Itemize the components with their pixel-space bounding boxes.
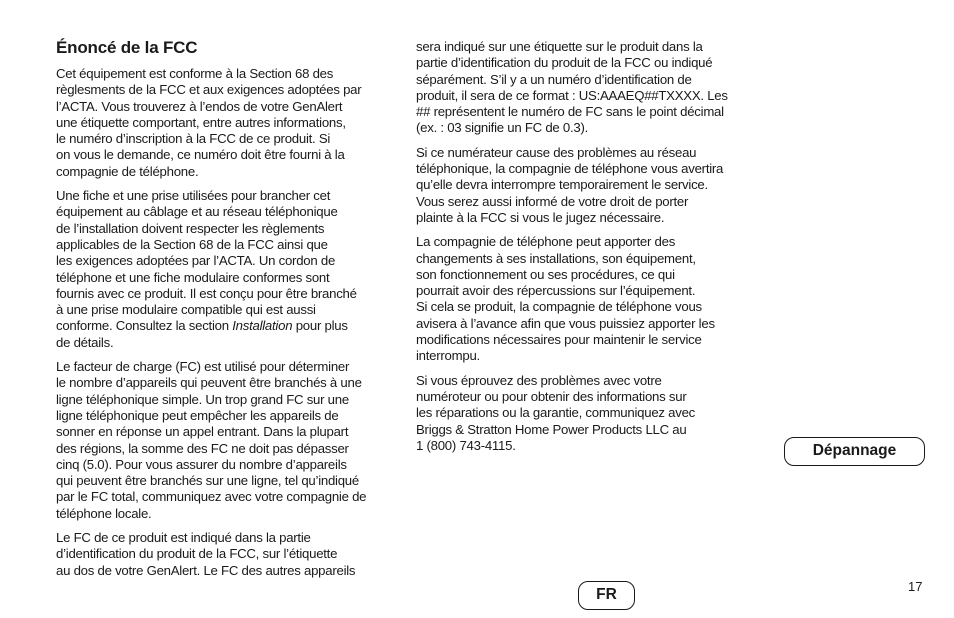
paragraph-plug-jack-text: Une fiche et une prise utilisées pour brancher cet équipement au câblage et au réseau téléphonique de l’installation doivent respecter les règlements applicables de la Section 68 de la FCC ainsi que les exigences adoptées par l’ACTA. Un cordon de téléphone et une fiche modulaire conformes sont fournis avec ce produit. Il est conçu pour être branché à une prise modulaire compatible qui est aussi conforme. Consultez la section	[56, 188, 357, 334]
paragraph-plug-jack-tail: pour plus de détails.	[56, 318, 348, 350]
troubleshooting-tab-button[interactable]: Dépannage	[784, 437, 925, 466]
paragraph-plug-jack	[56, 188, 401, 351]
paragraph-ren-label: Le FC de ce produit est indiqué dans la partie d’identification du produit de la FCC, sur l’étiquette au dos de votre GenAlert. Le FC des autres appareils	[56, 530, 356, 578]
paragraph-changes: La compagnie de téléphone peut apporter des changements à ses installations, son équipement, son fonctionnement ou ses procédures, ce qui pourrait avoir des répercussions sur l’équipement. Si cela se produit, la compagnie de téléphone vous avisera à l’avance afin que vous puissiez apporter les modifications nécessaires pour maintenir le service interrompu.	[416, 234, 715, 364]
paragraph-ringer-equivalence: Le facteur de charge (FC) est utilisé pour déterminer le nombre d’appareils qui peuvent être branchés à une ligne téléphonique simple. Un trop grand FC sur une ligne téléphonique peut empêcher les appareils de sonner en réponse un appel entrant. Dans la plupart des régions, la somme des FC ne doit pas dépasser cinq (5.0). Pour vous assurer du nombre d’appareils qui peuvent être branchés sur une ligne, tel qu’indiqué par le FC total, communiquez avec votre compagnie de téléphone locale.	[56, 359, 367, 521]
installation-reference: Installation	[232, 318, 293, 334]
paragraph-network-harm: Si ce numérateur cause des problèmes au réseau téléphonique, la compagnie de téléphone vous avertira qu’elle devra interrompre temporairement le service. Vous serez aussi informé de votre droit de porter plainte à la FCC si vous le jugez nécessaire.	[416, 144, 724, 225]
paragraph-contact: Si vous éprouvez des problèmes avec votre numéroteur ou pour obtenir des informations sur les réparations ou la garantie, communiquez avec Briggs & Stratton Home Power Products LLC au 1 (800) 743-4115.	[416, 372, 696, 453]
section-heading: Énoncé de la FCC	[56, 38, 198, 57]
page-number: 17	[908, 579, 923, 594]
paragraph-registration: Cet équipement est conforme à la Section 68 des règlesments de la FCC et aux exigences adoptées par l’ACTA. Vous trouverez à l’endos de votre GenAlert une étiquette comportant, entre autres informations, le numéro d’inscription à la FCC de ce produit. Si on vous le demande, ce numéro doit être fourni à la compagnie de téléphone.	[56, 66, 362, 179]
language-badge: FR	[578, 581, 635, 610]
paragraph-product-id: sera indiqué sur une étiquette sur le produit dans la partie d’identification du produit de la FCC ou indiqué séparément. S’il y a un numéro d’identification de produit, il sera de ce format : US:AAAEQ##TXXXX. Les ## représentent le numéro de FC sans le point décimal (ex. : 03 signifie un FC de 0.3).	[416, 39, 728, 136]
left-column	[56, 38, 401, 587]
right-column	[416, 39, 761, 462]
